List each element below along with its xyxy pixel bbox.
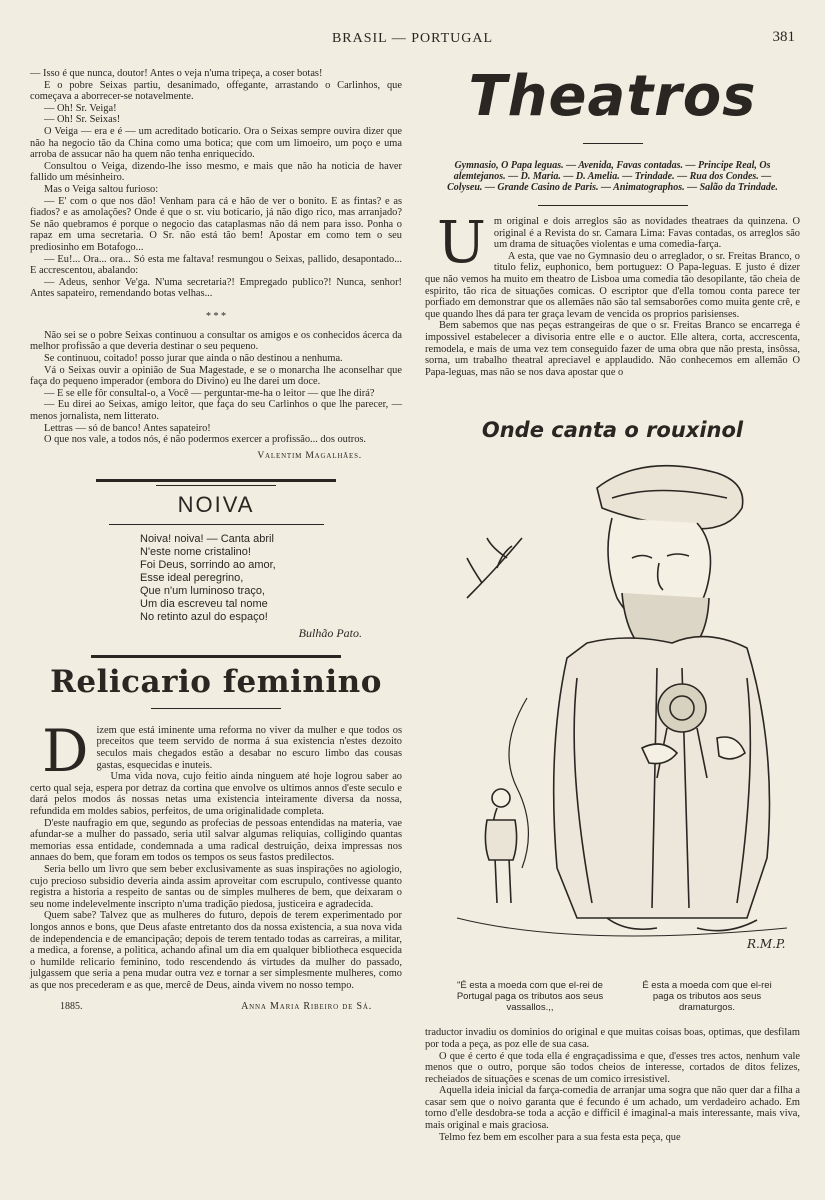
story-paragraph: — Oh! Sr. Veiga! <box>44 102 117 114</box>
article-paragraph: Quem sabe? Talvez que as mulheres do futuro, depois de terem experimentado por longos annos e bons, que Deus afaste entretanto dos da nossa existencia, a sua nova vida de independencia e de emancipação; depois de terem tentado todas as carreiras, a militar, a medica, a forense, a politica, achando afinal um dia em qualquer bibliotheca esquecida o humilde relicario feminino, todo rescendendo ás virtudes da mulher do passado, julgassem que seria a pena mudar outra vez e tornar a ser simplesmente mulheres, como as que nos precederam e as que, mercê de Deus, ainda vivem no nosso tempo. <box>30 910 402 991</box>
article-year: 1885. <box>60 1001 83 1013</box>
poem-author: Bulhão Pato. <box>298 625 362 640</box>
article-paragraph: Telmo fez bem em escolher para a sua festa esta peça, que <box>439 1131 681 1143</box>
drop-cap: D <box>42 716 89 785</box>
right-column <box>425 64 800 1143</box>
poem-line: Um dia escreveu tal nome <box>140 597 268 610</box>
story-signature: Valentim Magalhães. <box>257 449 362 461</box>
venues-list: Gymnasio, O Papa leguas. — Avenida, Favas contadas. — Principe Real, Os alemtejanos. — D. Maria. — D. Amelia. — Trindade. — Rua dos Condes. — Colyseu. — Grande Casino de Paris. — Animatographos. — Salão da Trindade. <box>447 160 778 193</box>
article-signature: Anna Maria Ribeiro de Sá. <box>241 1001 372 1013</box>
story-paragraph: Não sei se o pobre Seixas continuou a consultar os amigos e os conhecidos ácerca da melhor profissão a que deveria destinar o seu pequeno. <box>30 329 402 353</box>
article-paragraph: Bem sabemos que nas peças estrangeiras de que o sr. Freitas Branco se encarrega é impossivel estabelecer a divisoria entre elle e o auctor. Elle altera, corta, accrescenta, remodela, e mais de uma vez tem conseguido fazer de uma obra que não presta, insôssa, sorna, um trabalho theatral apreciavel e applaudido. Não conhecemos em allemão O Papa-leguas, mas não se nos dava apostar que o <box>425 320 800 378</box>
illustration-title: Onde canta o rouxinol <box>481 418 744 443</box>
poem-line: Foi Deus, sorrindo ao amor, <box>140 558 276 571</box>
section-title: Theatros <box>468 64 757 129</box>
story-paragraph: Consultou o Veiga, dizendo-lhe isso mesmo, e mais que não ha noticia de haver fallido um mésinheiro. <box>30 160 402 184</box>
caption-right: É esta a moeda com que el-rei paga os tributos aos seus dramaturgos. <box>642 980 772 1014</box>
story-paragraph: O Veiga — era e é — um acreditado boticario. Ora o Seixas sempre ouvira dizer que não ha negocio tão da China como uma botica; que com um limoeiro, um poço e uma arroba de assucar não ha quem não tenha enriquecido. <box>30 125 402 161</box>
poem-line: Esse ideal peregrino, <box>140 571 244 584</box>
section-break-stars: * * * <box>206 310 226 322</box>
section-title: Relicario feminino <box>50 663 382 700</box>
story-paragraph: — E' com o que nos dão! Venham para cá e hão de ver o bonito. E as fintas? e as fiados? e as amolações? Onde é que o sr. viu boticario, já não digo rico, mas arranjado? Se não quebramos é porque o negocio das cataplasmas não dá nem para isso. Ponha o rapaz em uma secretaria. O Sr. não está tão bem! Apostar em como tem o seu prediosinho em Botafogo... <box>30 195 402 253</box>
caricature-illustration <box>427 448 802 974</box>
article-footer <box>30 1001 402 1012</box>
article-paragraph: Uma vida nova, cujo feitio ainda ninguem até hoje logrou saber ao certo qual seja, espera por detraz da cortina que envolve os ultimos annos d'este seculo e dará pelos modos ás nossas netas uma existencia inteiramente diversa da nossa, refundida em moldes sabios, perfeitos, de uma originalidade completa. <box>30 771 402 817</box>
article-paragraph: izem que está iminente uma reforma no viver da mulher e que todos os preceitos que teem servido de norma á sua existencia n'estes dezoito seculos mais chegados estão a desabar no escuro limbo das cousas gastas, esquecidas e inuteis. <box>96 724 402 771</box>
story-paragraph: — Adeus, senhor Ve'ga. N'uma secretaria?! Empregado publico?! Nunca, senhor! Antes sapateiro, remendando botas velhas... <box>30 276 402 300</box>
poem-line: No retinto azul do espaço! <box>140 610 268 623</box>
running-header: BRASIL — PORTUGAL <box>331 31 494 46</box>
story-paragraph: — Eu direi ao Seixas, amigo leitor, que faça do seu Carlinhos o que lhe parecer, — menos jornalista, nem litterato. <box>30 399 402 423</box>
drop-cap: U <box>437 208 486 276</box>
story-paragraph: — Oh! Sr. Seixas! <box>44 114 121 126</box>
divider <box>151 708 281 709</box>
article-paragraph: Seria bello um livro que sem beber exclusivamente as suas inspirações no agiologio, cujo precioso subsidio deveria ainda assim aproveitar com escrupulo, contivesse quanto registra a historia a respeito de santas ou de simples mulheres de bem, que deixaram o seu nome indelevelmente inscripto n'uma tradição piedosa, justiceira e agradecida. <box>30 863 402 910</box>
artist-signature: R.M.P. <box>747 937 786 952</box>
ornament-divider <box>96 479 336 482</box>
relicario-article <box>30 716 402 992</box>
story-paragraph: — Eu!... Ora... ora... Só esta me faltava! resmungou o Seixas, pallido, desapontado... E accrescentou, abalando: <box>30 253 402 277</box>
article-paragraph: Aquella ideia inicial da farça-comedia de arranjar uma sogra que não quer dar a filha a casar sem que o noivo garanta que é fecundo é um achado, um verdadeiro achado. Em torno d'elle desdobra-se toda a acção e difficil é imaginal-a mais interessante, mais viva, mais original e mais graciosa. <box>425 1085 800 1132</box>
poem-title: NOIVA <box>177 491 255 517</box>
divider <box>91 655 341 658</box>
story-paragraph: Se continuou, coitado! posso jurar que ainda o não destinou a nenhuma. <box>44 353 343 365</box>
poem-line: Que n'um luminoso traço, <box>140 584 265 597</box>
article-paragraph: A esta, que vae no Gymnasio deu o arreglador, o sr. Freitas Branco, o titulo feliz, euphonico, bem portuguez: O Papa-leguas. E justo é dizer que não vemos ha muito em theatro de Lisboa uma comedia tão desopilante, tão cheia de espirito, tão rica de situações comicas. O escriptor que d'ella tomou conta parece ter porfiado em demonstrar que os allemães não são tal semsaborões como muita gente crê, e que quando lhes dá para ter graça levam de vencida os proprios parisienses. <box>425 250 800 320</box>
theatros-article-continued <box>425 1027 800 1143</box>
page-number: 381 <box>772 29 795 45</box>
poem-body <box>140 533 402 624</box>
article-paragraph: m original e dois arreglos são as novidades theatraes da quinzena. O original é a Revista do sr. Camara Lima: Favas contadas, os arreglos são um drama de situações violentas e uma comedia-farça. <box>493 216 800 251</box>
article-paragraph: O que é certo é que toda ella é engraçadissima e que, d'esses tres actos, nenhum vale menos que o outro, porque são todos cheios de interesse, cortados de ditos felizes, recheiados de situações e scenas de um comico irresistivel. <box>425 1050 800 1085</box>
story-paragraph: Vá o Seixas ouvir a opinião de Sua Magestade, e se o monarcha lhe aconselhar que faça do pequeno imperador (embora do Divino) eu lhe darei um doce. <box>30 364 402 388</box>
divider <box>538 205 688 206</box>
story-section <box>30 68 402 461</box>
illustration-captions <box>425 980 800 1013</box>
story-paragraph: O que nos vale, a todos nós, é não podermos exercer a profissão... dos outros. <box>44 434 367 446</box>
story-paragraph: — E se elle fôr consultal-o, a Você — perguntar-me-ha o leitor — que lhe dirá? <box>44 387 375 399</box>
divider <box>583 143 643 144</box>
story-paragraph: Lettras — só de banco! Antes sapateiro! <box>44 422 211 434</box>
story-paragraph: Mas o Veiga saltou furioso: <box>44 183 159 195</box>
left-column <box>30 68 402 1012</box>
story-paragraph: E o pobre Seixas partiu, desanimado, offegante, arrastando o Carlinhos, que começava a aborrecer-se notavelmente. <box>30 79 402 103</box>
theatros-article <box>425 208 800 378</box>
caption-left: "É esta a moeda com que el-rei de Portugal paga os tributos aos seus vassallos.,, <box>456 980 604 1014</box>
divider <box>109 524 324 525</box>
article-paragraph: D'este naufragio em que, segundo as profecias de pessoas entendidas na materia, vae afundar-se a mulher do passado, seria util salvar algumas reliquias, colligindo quantas memorias essa entidade, condemnada a uma radical destruição, deixa impressas nos annaes do bem, que foram em todos os tempos os seus fastos predilectos. <box>30 817 402 864</box>
poem-line: N'este nome cristalino! <box>140 545 251 558</box>
poem-line: Noiva! noiva! — Canta abril <box>140 532 274 545</box>
story-paragraph: — Isso é que nunca, doutor! Antes o veja n'uma tripeça, a coser botas! <box>30 68 323 79</box>
article-paragraph: traductor invadiu os dominios do original e que muitas coisas boas, optimas, que desfilam por toda a peça, as poz elle de sua casa. <box>425 1027 800 1050</box>
